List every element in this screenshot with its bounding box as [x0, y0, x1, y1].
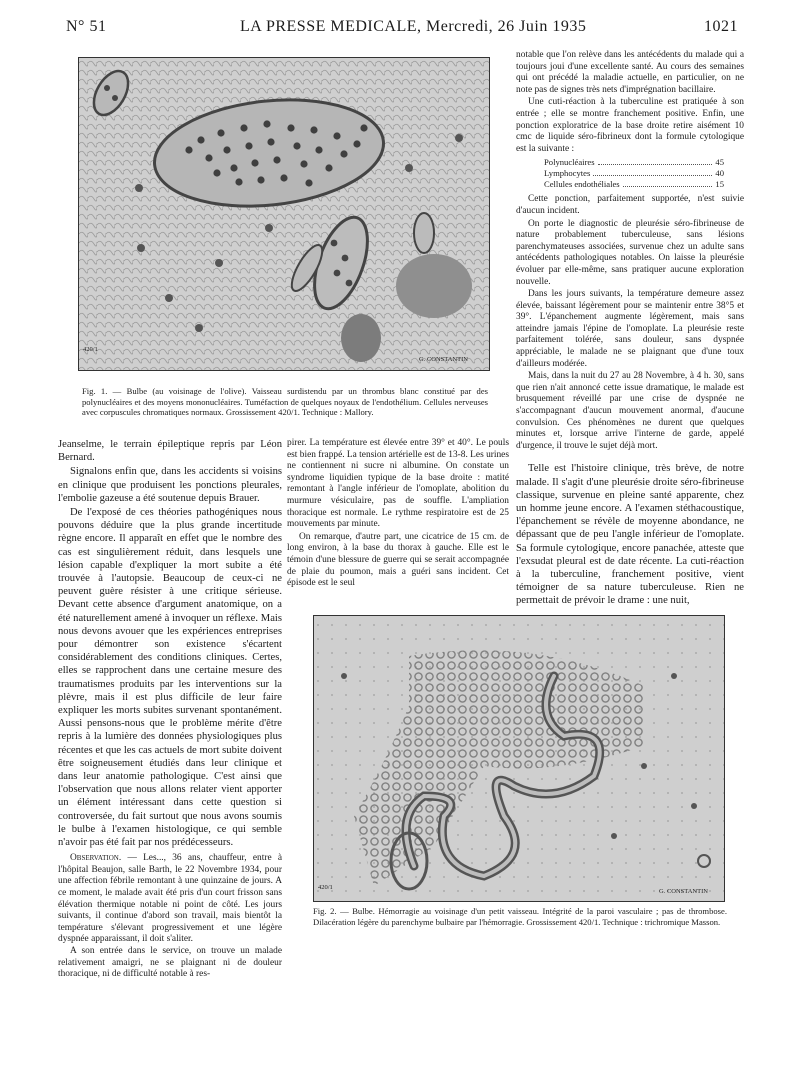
figure-1-micrograph — [78, 57, 490, 371]
page-header — [66, 18, 738, 40]
page-number: 1021 — [704, 18, 738, 35]
figure-1-scale: 420/1 — [83, 346, 98, 353]
figure-2-signature: G. CONSTANTIN — [659, 888, 708, 895]
text-column-2 — [287, 438, 509, 590]
figure-2-micrograph — [313, 615, 725, 902]
observation-block — [58, 853, 282, 981]
paragraph: Une cuti-réaction à la tuberculine est pratiquée à son entrée ; elle se montre franchement positive. Enfin, une ponction exploratrice de la base droite retire aisément 10 cmc de liquide séro-fibrineux dont la formule cytologique est la suivante : — [516, 97, 744, 154]
paragraph — [58, 853, 282, 946]
paragraph: A son entrée dans le service, on trouve un malade relativement amaigri, ne se plaignant ni de douleur thoracique, ni de difficulté notable à res- — [58, 946, 282, 980]
paragraph: Dans les jours suivants, la température demeure assez élevée, baissant légèrement pour se maintenir entre 38°5 et 39°. L'épanchement augmente légèrement, mais sans atteindre jamais l'épine de l'omoplate. La pleurésie reste parfaitement tolérée, sans douleur, sans dyspnée appréciable, le malade ne se plaignant que d'une toux d'ailleurs modérée. — [516, 289, 744, 369]
paragraph: On remarque, d'autre part, une cicatrice de 15 cm. de long environ, à la base du thorax à gauche. Elle est le témoin d'une blessure de guerre qui se serait accompagnée de plaie du poumon, mais a guéri sans incident. Cet épisode est le seul — [287, 531, 509, 589]
figure-1-illustration — [79, 58, 489, 370]
table-row: Polynucléaires 45 — [544, 157, 724, 168]
text-column-1 — [58, 438, 282, 981]
observation-label: Observation. — [70, 853, 122, 864]
figure-2-scale: 420/1 — [318, 884, 333, 891]
figure-1-caption: Fig. 1. — Bulbe (au voisinage de l'olive). Vaisseau surdistendu par un thrombus blanc constitué par des polynucléaires et des moyens mononucléaires. Tuméfaction de quelques noyaux de l'endothélium. Cellules nerveuses avec corpuscules chromatiques normaux. Grossissement 420/1. Technique : Mallory. — [82, 386, 488, 417]
paragraph: Signalons enfin que, dans les accidents si voisins en clinique que produisent les ponctions pleurales, l'embolie gazeuse a été soutenue depuis Brauer. — [58, 466, 282, 504]
figure-1-signature: G. CONSTANTIN — [419, 356, 468, 363]
figure-2-caption: Fig. 2. — Bulbe. Hémorragie au voisinage d'un petit vaisseau. Intégrité de la paroi vasculaire ; pas de thrombose. Dilacération légère du parenchyme bulbaire par l'hémorragie. Grossissement 420/1. Technique : trichromique Masson. — [313, 906, 727, 927]
cytology-table — [544, 157, 724, 190]
paragraph: De l'exposé de ces théories pathogéniques nous pouvons déduire que la plus grande incertitude règne encore. Il apparaît en effet que le nombre des cas est singulièrement réduit, dans lesquels une lésion capable d'expliquer la mort subite a été trouvée à l'autopsie. Beaucoup de ceux-ci ne peuvent guère résister à une critique sérieuse. Devant cette absence d'argument anatomique, on a été naturellement amené à invoquer un réflexe. Mais nous devons avouer que les expériences entreprises pour démontrer son existence s'écartent considérablement des conditions cliniques. Certes, elles se rapprochent dans une certaine mesure des traumatismes produits par les interventions sur la plèvre, mais il est plus difficile de leur faire expliquer les morts subites survenant spontanément. Aussi pensons-nous que le problème mérite d'être repris à la lumière des données physiologiques plus récentes et que les cas actuels de mort subite doivent être soigneusement étudiés dans leur clinique et dans leur anatomie pathologique. C'est ainsi que l'observation que nous allons relater vient apporter un élément intéressant dans cette question si controversée, du fait surtout que nous avons soumis le bulbe à l'examen histologique, ce qui semble n'avoir pas été fait par nos prédécesseurs. — [58, 507, 282, 849]
observation-text: — Les..., 36 ans, chauffeur, entre à l'hôpital Beaujon, salle Barth, le 22 Novembre 1934, pour une affection fébrile remontant à une quinzaine de jours. A ce moment, le malade avait été pris d'un court frisson sans élévation thermique notable ni point de côté. Les jours suivants, il continue d'abord son travail, mais bientôt la température s'élevant progressivement et une légère dyspnée apparaissant, il doit s'aliter. — [58, 853, 282, 945]
journal-title: LA PRESSE MEDICALE, Mercredi, 26 Juin 1935 — [240, 18, 587, 35]
paragraph: Mais, dans la nuit du 27 au 28 Novembre, à 4 h. 30, sans que rien n'ait annoncé cette issue dramatique, le malade est brusquement réveillé par une crise de dyspnée ne s'accompagnant d'aucun mouvement anormal, d'aucune convulsion. Ces phénomènes ne durent que quelques minutes et, lorsque arrive l'interne de garde, appelé d'urgence, il trouve le sujet déjà mort. — [516, 371, 744, 451]
issue-number: N° 51 — [66, 18, 107, 35]
table-row: Cellules endothéliales 15 — [544, 179, 724, 190]
paragraph: Cette ponction, parfaitement supportée, n'est suivie d'aucun incident. — [516, 194, 744, 216]
table-row: Lymphocytes 40 — [544, 168, 724, 179]
paragraph: notable que l'on relève dans les antécédents du malade qui a toujours joui d'une excellente santé. Au cours des semaines qui ont précédé la maladie actuelle, en particulier, on ne note pas de signes très nets d'imprégnation bacillaire. — [516, 50, 744, 95]
figure-2-illustration — [314, 616, 724, 901]
paragraph: On porte le diagnostic de pleurésie séro-fibrineuse de nature probablement tuberculeuse, sans lésions parenchymateuses associées, survenue chez un adulte sans antécédents pathologiques notables. On laisse la pleurésie évoluer par elle-même, sans pratiquer aucune exploration nouvelle. — [516, 218, 744, 287]
paragraph: Jeanselme, le terrain épileptique repris par Léon Bernard. — [58, 439, 282, 464]
paragraph: pirer. La température est élevée entre 39° et 40°. Le pouls est bien frappé. La tension artérielle est de 13-8. Les urines ne contiennent ni sucre ni albumine. On constate un syndrome liquidien typique de la base droite : matité remontant à l'angle inférieur de l'omoplate, abolition du murmure vésiculaire, pas de souffle. L'ampliation thoracique est normale. Le rythme respiratoire est de 25 mouvements par minute. — [287, 438, 509, 530]
paragraph: Telle est l'histoire clinique, très brève, de notre malade. Il s'agit d'une pleurésie droite séro-fibrineuse classique, survenue en pleine santé apparente, chez un homme jeune encore. A l'examen stéthacoustique, l'épanchement se révèle de moyenne abondance, ne dépassant que de peu l'angle inférieur de l'omoplate. Sa formule cytologique, encore panachée, atteste que l'exsudat pleural est de date récente. La cuti-réaction à la tuberculine, franchement positive, vient témoigner de sa nature tuberculeuse. Rien ne permettait de prévoir le drame : une nuit, — [516, 463, 744, 607]
text-column-3 — [516, 50, 744, 608]
